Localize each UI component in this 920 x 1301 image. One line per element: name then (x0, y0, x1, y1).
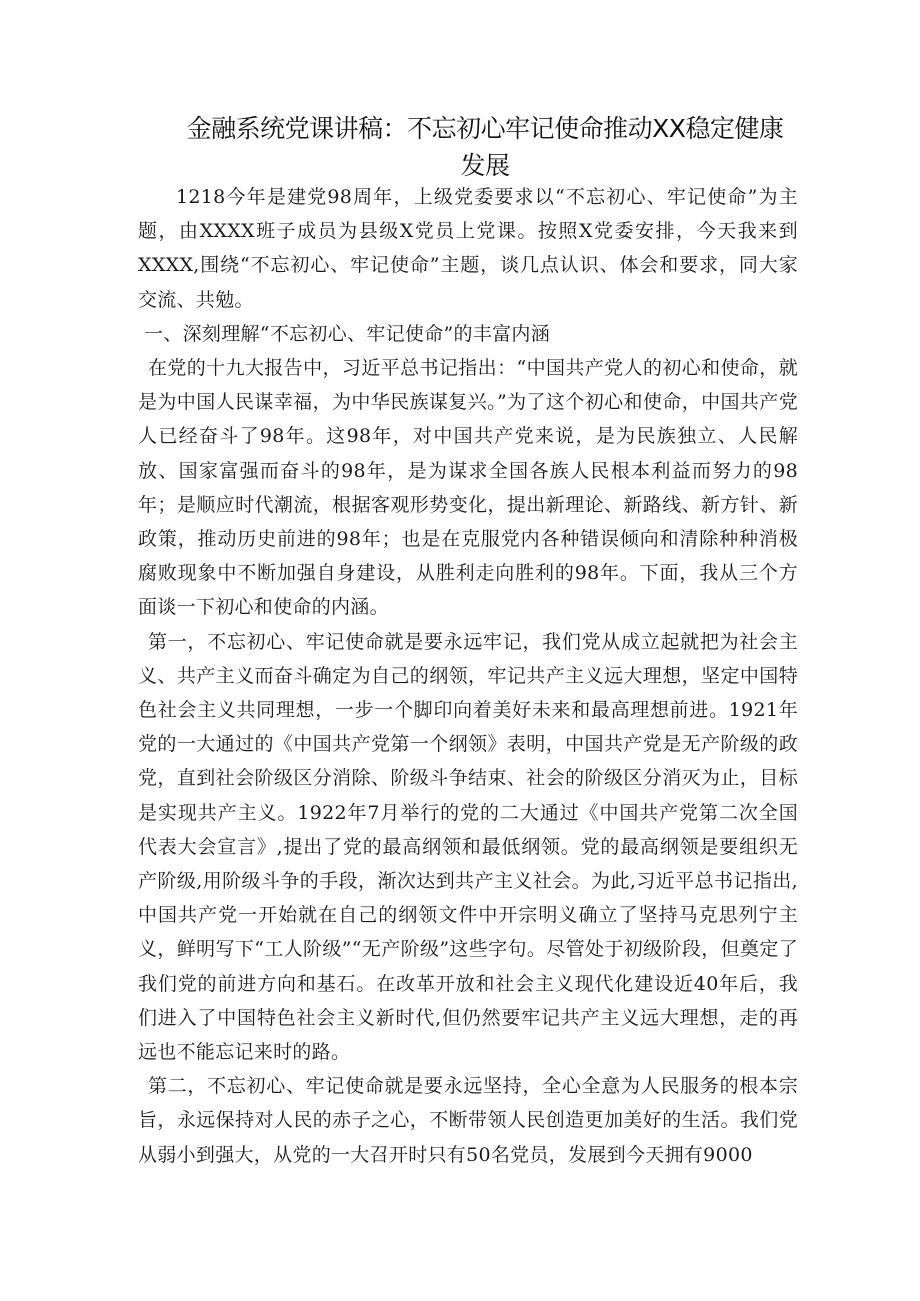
body-paragraph-2: 第一，不忘初心、牢记使命就是要永远牢记，我们党从成立起就把为社会主义、共产主义而奋斗确定为自己的纲领，牢记共产主义远大理想，坚定中国特色社会主义共同理想，一步一个脚印向着美好未来和最高理想前进。1921年党的一大通过的《中国共产党第一个纲领》表明，中国共产党是无产阶级的政党，直到社会阶级区分消除、阶级斗争结束、社会的阶级区分消灭为止，目标是实现共产主义。1922年7月举行的党的二大通过《中国共产党第二次全国代表大会宣言》,提出了党的最高纲领和最低纲领。党的最高纲领是要组织无产阶级,用阶级斗争的手段，渐次达到共产主义社会。为此,习近平总书记指出,中国共产党一开始就在自己的纲领文件中开宗明义确立了坚持马克思列宁主义，鲜明写下“工人阶级”“无产阶级”这些字句。尽管处于初级阶段，但奠定了我们党的前进方向和基石。在改革开放和社会主义现代化建设近40年后，我们进入了中国特色社会主义新时代,但仍然要牢记共产主义远大理想，走的再远也不能忘记来时的路。 (138, 630, 798, 1064)
title-line-2: 发展 (460, 151, 510, 180)
body-paragraph-3: 第二，不忘初心、牢记使命就是要永远坚持，全心全意为人民服务的根本宗旨，永远保持对人民的赤子之心，不断带领人民创造更加美好的生活。我们党从弱小到强大，从党的一大召开时只有50名党员，发展到今天拥有9000 (138, 1075, 798, 1166)
document-body (138, 180, 798, 1172)
intro-paragraph: 1218今年是建党98周年，上级党委要求以“不忘初心、牢记使命”为主题，由XXXX班子成员为县级X党员上党课。按照X党委安排，今天我来到XXXX,围绕“不忘初心、牢记使命”主题，谈几点认识、体会和要求，同大家交流、共勉。 (138, 186, 798, 311)
document-title (180, 110, 790, 184)
section-heading-1: 一、深刻理解“不忘初心、牢记使命”的丰富内涵 (144, 322, 551, 345)
title-line-1: 金融系统党课讲稿：不忘初心牢记使命推动XX稳定健康 (186, 114, 784, 143)
body-paragraph-1: 在党的十九大报告中，习近平总书记指出：“中国共产党人的初心和使命，就是为中国人民谋幸福，为中华民族谋复兴。”为了这个初心和使命，中国共产党人已经奋斗了98年。这98年，对中国共产党来说，是为民族独立、人民解放、国家富强而奋斗的98年，是为谋求全国各族人民根本利益而努力的98年；是顺应时代潮流，根据客观形势变化，提出新理论、新路线、新方针、新政策，推动历史前进的98年；也是在克服党内各种错误倾向和清除种种消极腐败现象中不断加强自身建设，从胜利走向胜利的98年。下面，我从三个方面谈一下初心和使命的内涵。 (138, 357, 798, 619)
